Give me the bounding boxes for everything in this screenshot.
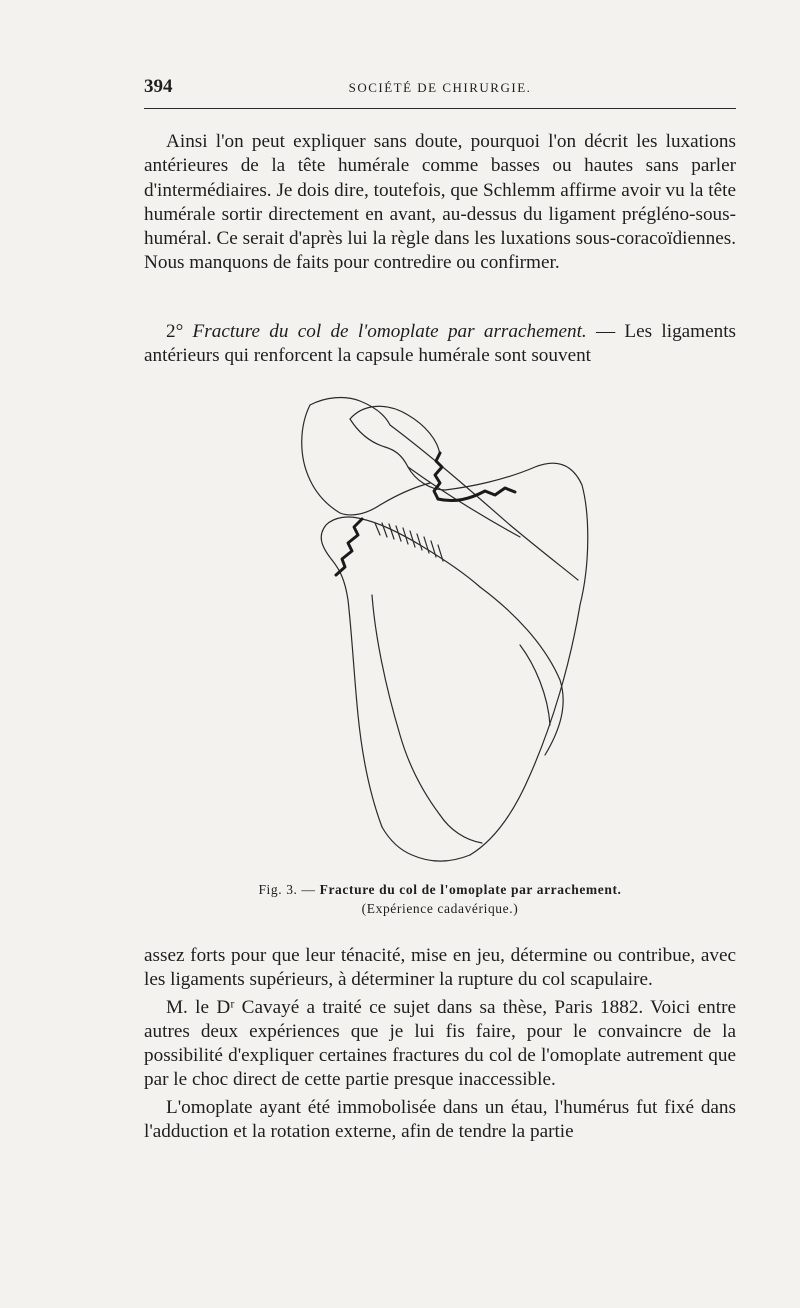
section-number: 2° — [166, 321, 184, 342]
header-rule — [144, 108, 736, 109]
running-head: SOCIÉTÉ DE CHIRURGIE. — [348, 80, 532, 95]
paragraph-1 — [144, 130, 736, 276]
paragraph-3-text: assez forts pour que leur ténacité, mise en jeu, détermine ou contribue, avec les ligaments supérieurs, à déterminer la rupture du col scapulaire. — [144, 945, 736, 991]
figure-subtitle: (Expérience cadavérique.) — [361, 901, 519, 916]
paragraph-2 — [144, 320, 736, 369]
section-title: Fracture du col de l'omoplate par arrachement. — [192, 321, 587, 342]
page-header — [144, 76, 736, 100]
scapula-fracture-illustration — [290, 395, 600, 870]
figure-label: Fig. 3. — — [258, 882, 316, 897]
paragraph-5-text: L'omoplate ayant été immobolisée dans un étau, l'humérus fut fixé dans l'adduction et la rotation externe, afin de tendre la partie — [144, 1096, 736, 1143]
figure-title: Fracture du col de l'omoplate par arrachement. — [319, 882, 622, 897]
paragraph-2-text: — Les ligaments antérieurs qui renforcent la capsule humérale sont souvent — [144, 321, 737, 367]
paragraph-group-3 — [144, 944, 736, 1144]
page-number: 394 — [144, 76, 173, 97]
paragraph-1-text: Ainsi l'on peut expliquer sans doute, pourquoi l'on décrit les luxations antérieures de la tête humérale comme basses ou hautes sans parler d'intermédiaires. Je dois dire, toutefois, que Schlemm affirme avoir vu la tête humérale sortir directement en avant, au-dessus du ligament prégléno-sous-huméral. Ce serait d'après lui la règle dans les luxations sous-coracoïdiennes. Nous manquons de faits pour contredire ou confirmer. — [144, 131, 736, 274]
paragraph-4-text: M. le Dʳ Cavayé a traité ce sujet dans sa thèse, Paris 1882. Voici entre autres deux expériences que je lui fis faire, pour le convaincre de la possibilité d'expliquer certaines fractures du col de l'omoplate autrement que par le choc direct de cette partie presque inaccessible. — [144, 996, 736, 1091]
figure-caption — [144, 880, 736, 918]
